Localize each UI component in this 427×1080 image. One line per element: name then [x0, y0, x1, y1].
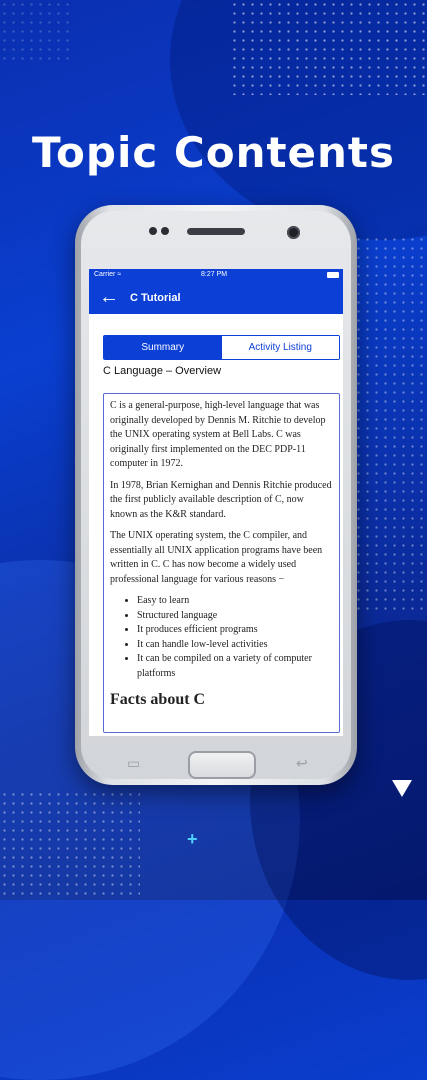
dot-pattern — [230, 0, 427, 95]
list-item: • Structured language — [137, 609, 333, 624]
app-bar — [89, 281, 343, 314]
dot-pattern — [0, 790, 140, 900]
hardware-nav — [81, 751, 351, 776]
dot-pattern — [0, 0, 70, 60]
plus-icon: + — [187, 829, 198, 849]
battery-icon — [327, 272, 339, 278]
app-title: C Tutorial — [130, 292, 181, 304]
home-button[interactable] — [188, 751, 256, 779]
phone-body — [81, 211, 351, 779]
phone-frame — [75, 205, 357, 785]
tab-summary[interactable]: Summary — [104, 336, 222, 359]
promo-headline: Topic Contents — [31, 128, 396, 177]
tab-activity-listing[interactable]: Activity Listing — [222, 336, 340, 359]
dot-pattern — [345, 235, 427, 615]
list-item: • It produces efficient programs — [137, 623, 333, 638]
status-bar — [89, 269, 343, 281]
content-paragraph: C is a general-purpose, high-level language that was originally developed by Dennis M. Ritchie to develop the UNIX operating system at Bell Labs. C was originally first implemented on the DEC PDP-11 computer in 1972. — [110, 400, 326, 469]
triangle-icon — [392, 780, 412, 797]
earpiece-speaker — [187, 228, 245, 235]
sensor-dot — [161, 227, 169, 235]
list-item: • It can be compiled on a variety of computer platforms — [137, 652, 333, 681]
sensor-dot — [149, 227, 157, 235]
recent-apps-icon[interactable]: ▭ — [127, 755, 141, 771]
section-title: C Language – Overview — [103, 365, 222, 377]
list-item: • It can handle low-level activities — [137, 638, 333, 653]
tab-bar — [103, 335, 340, 360]
carrier-label: Carrier ≈ — [94, 271, 122, 278]
front-camera — [287, 226, 300, 239]
hardware-back-icon[interactable]: ↩ — [296, 755, 308, 771]
content-heading: Facts about C — [110, 691, 206, 708]
content-panel[interactable] — [103, 393, 340, 733]
status-time: 8:27 PM — [201, 271, 228, 278]
bullet-list — [110, 594, 333, 681]
content-paragraph: In 1978, Brian Kernighan and Dennis Ritchie produced the first publicly available description of C, now known as the K&R standard. — [110, 479, 332, 520]
content-paragraph: The UNIX operating system, the C compiler, and essentially all UNIX application programs have been written in C. C has now become a widely used professional language for various reasons − — [110, 530, 323, 585]
phone-screen — [89, 269, 343, 736]
list-item: • Easy to learn — [137, 594, 333, 609]
back-arrow-icon[interactable]: ← — [99, 286, 119, 308]
